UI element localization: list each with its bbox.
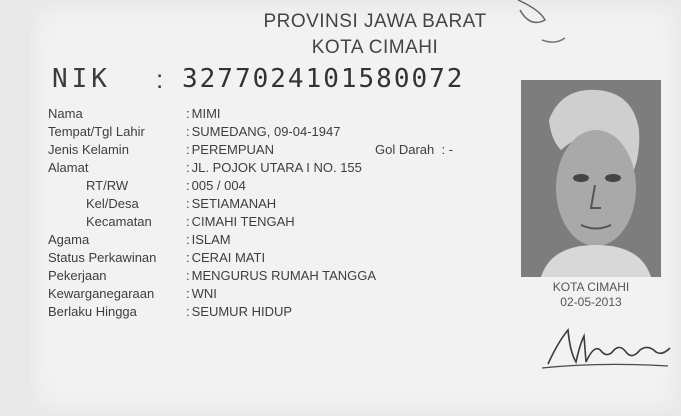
field-value: : SUMEDANG, 09-04-1947 — [186, 124, 341, 139]
holder-photo — [521, 80, 661, 277]
blood-type-label: Gol Darah — [375, 142, 435, 157]
nik-separator: : — [156, 64, 164, 94]
holder-signature — [540, 322, 675, 372]
field-label: Kecamatan — [86, 214, 152, 229]
province-header: PROVINSI JAWA BARAT — [263, 11, 487, 32]
field-value: : ISLAM — [186, 232, 231, 247]
issue-place: KOTA CIMAHI — [552, 280, 630, 294]
city-header: KOTA CIMAHI — [311, 37, 439, 58]
field-label: Status Perkawinan — [48, 250, 157, 265]
field-value: : SETIAMANAH — [186, 196, 277, 211]
field-value: : MIMI — [186, 106, 221, 121]
nik-label: NIK — [52, 64, 111, 94]
blood-type-value: : - — [441, 142, 454, 157]
card-corner-mark — [500, 0, 570, 50]
field-label: Agama — [48, 232, 90, 247]
field-label: Jenis Kelamin — [48, 142, 129, 157]
field-label: Tempat/Tgl Lahir — [48, 124, 145, 139]
field-label: Kel/Desa — [86, 196, 139, 211]
field-value: : WNI — [186, 286, 217, 301]
nik-value: 3277024101580072 — [182, 64, 465, 94]
blood-type — [375, 142, 453, 157]
field-value: : JL. POJOK UTARA I NO. 155 — [186, 160, 362, 175]
field-value: : CIMAHI TENGAH — [186, 214, 295, 229]
field-label: RT/RW — [86, 178, 129, 193]
field-label: Alamat — [48, 160, 89, 175]
field-value: : 005 / 004 — [186, 178, 246, 193]
field-value: : MENGURUS RUMAH TANGGA — [186, 268, 377, 283]
field-label: Pekerjaan — [48, 268, 107, 283]
field-label: Nama — [48, 106, 83, 121]
field-label: Berlaku Hingga — [48, 304, 137, 319]
field-value: : PEREMPUAN — [186, 142, 274, 157]
field-label: Kewarganegaraan — [48, 286, 155, 301]
field-value: : SEUMUR HIDUP — [186, 304, 293, 319]
field-value: : CERAI MATI — [186, 250, 266, 265]
issue-date: 02-05-2013 — [560, 295, 622, 309]
portrait-image — [521, 80, 661, 277]
